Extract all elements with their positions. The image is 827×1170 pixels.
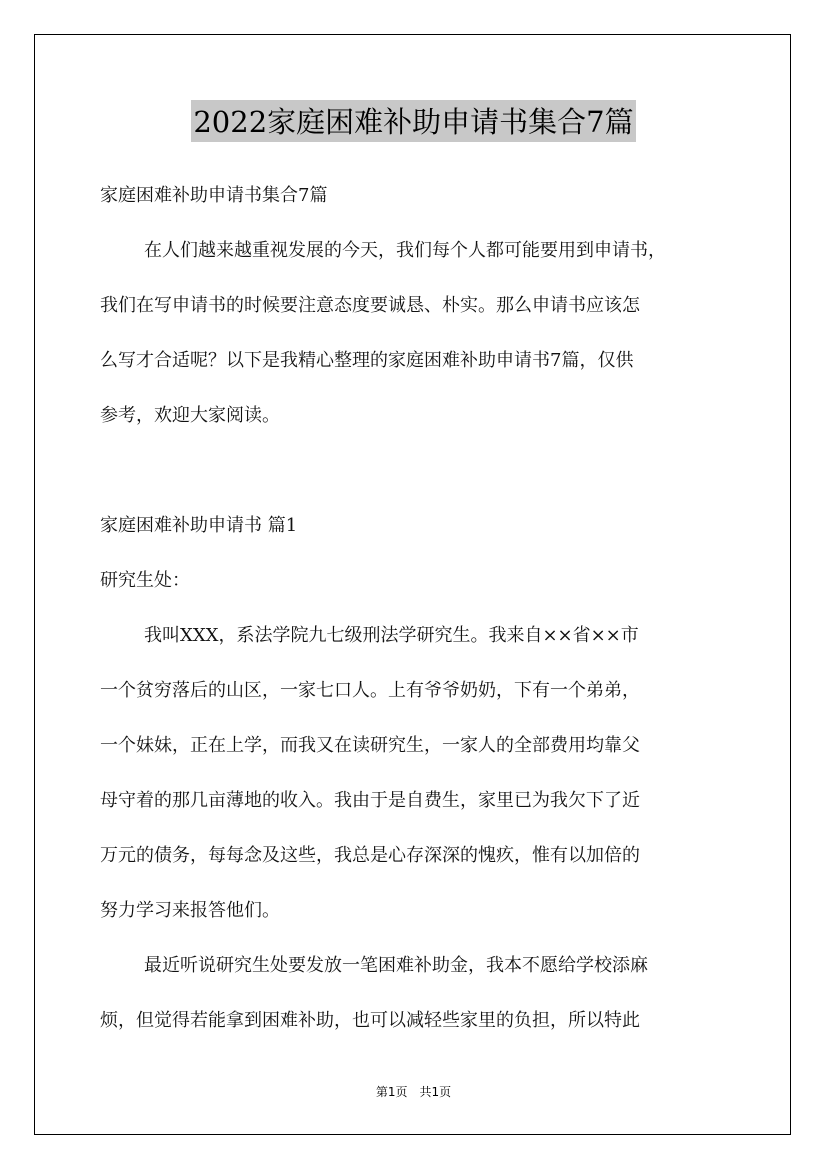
document-subtitle: 家庭困难补助申请书集合7篇 — [100, 185, 328, 206]
intro-line: 参考，欢迎大家阅读。 — [100, 405, 280, 426]
paragraph-line: 我叫XXX，系法学院九七级刑法学研究生。我来自××省××市 — [144, 625, 639, 646]
paragraph-line: 最近听说研究生处要发放一笔困难补助金，我本不愿给学校添麻 — [144, 955, 648, 976]
paragraph-line: 烦，但觉得若能拿到困难补助，也可以减轻些家里的负担，所以特此 — [100, 1010, 640, 1031]
paragraph-line: 一个妹妹，正在上学，而我又在读研究生，一家人的全部费用均靠父 — [100, 735, 640, 756]
document-title: 2022家庭困难补助申请书集合7篇 — [191, 100, 635, 142]
section-heading: 家庭困难补助申请书 篇1 — [100, 515, 298, 536]
intro-line: 么写才合适呢？以下是我精心整理的家庭困难补助申请书7篇，仅供 — [100, 350, 634, 371]
title-container — [0, 100, 827, 142]
paragraph-line: 一个贫穷落后的山区，一家七口人。上有爷爷奶奶，下有一个弟弟， — [100, 680, 640, 701]
paragraph-line: 努力学习来报答他们。 — [100, 900, 280, 921]
page-number: 第1页 共1页 — [375, 1085, 452, 1099]
intro-line: 在人们越来越重视发展的今天，我们每个人都可能要用到申请书， — [144, 240, 666, 261]
document-body — [100, 168, 726, 1048]
salutation: 研究生处： — [100, 570, 190, 591]
intro-line: 我们在写申请书的时候要注意态度要诚恳、朴实。那么申请书应该怎 — [100, 295, 640, 316]
paragraph-line: 母守着的那几亩薄地的收入。我由于是自费生，家里已为我欠下了近 — [100, 790, 640, 811]
paragraph-line: 万元的债务，每每念及这些，我总是心存深深的愧疚，惟有以加倍的 — [100, 845, 640, 866]
